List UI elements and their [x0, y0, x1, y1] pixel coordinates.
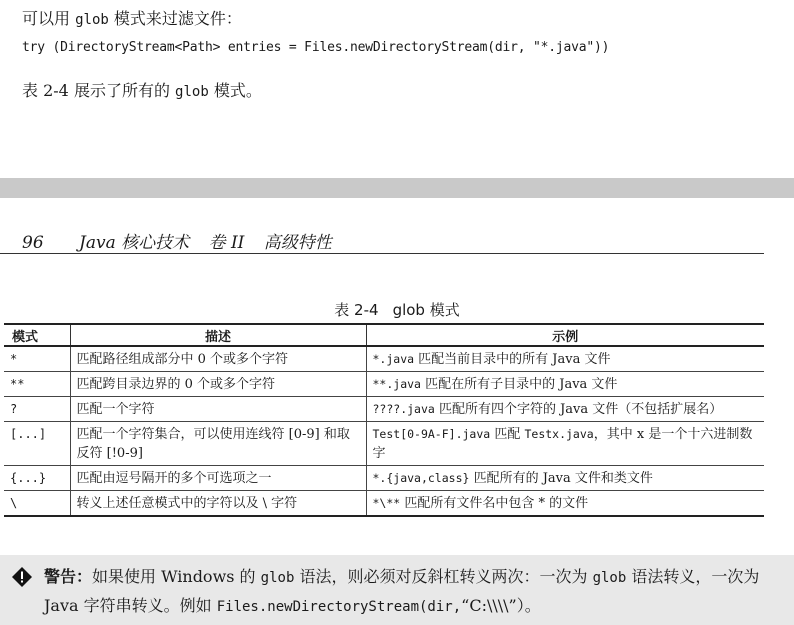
example-text: 匹配所有的 Java 文件和类文件: [469, 471, 653, 486]
description-cell: 匹配跨目录边界的 0 个或多个字符: [70, 372, 366, 397]
warning-text: [44, 563, 764, 621]
example-cell: [366, 372, 764, 397]
table-caption-title: glob 模式: [392, 301, 460, 319]
table-row: [4, 346, 764, 372]
table-ref-before: 表 2-4 展示了所有的: [22, 81, 176, 100]
table-row: [4, 466, 764, 491]
example-text: 匹配在所有子目录中的 Java 文件: [420, 377, 618, 392]
warning-text-3: 语法转义，一次为 Java 字符串转义。例如: [44, 567, 760, 615]
example-cell: [366, 466, 764, 491]
warning-label: 警告：: [44, 567, 93, 586]
table-ref-code: glob: [175, 84, 209, 100]
header-rule: [0, 253, 764, 254]
table-row: [4, 422, 764, 466]
table-caption-number: 表 2-4: [334, 301, 379, 319]
example-code: ????.java: [372, 402, 435, 416]
intro-text-after: 模式来过滤文件：: [108, 9, 242, 28]
example-code: *.{java,class}: [372, 471, 470, 485]
pattern-cell: ?: [4, 397, 70, 422]
header-example: 示例: [366, 324, 764, 346]
warning-code-2: glob: [592, 570, 627, 586]
warning-text-2: 语法，则必须对反斜杠转义两次：一次为: [294, 567, 593, 586]
warning-code-1: glob: [260, 570, 295, 586]
volume-label: 卷 II: [208, 233, 245, 253]
pattern-cell: [...]: [4, 422, 70, 466]
warning-diamond-icon: [12, 567, 32, 587]
example-text: 匹配所有四个字符的 Java 文件（不包括扩展名）: [434, 402, 723, 417]
example-code: *\**: [372, 496, 401, 510]
description-cell: 匹配一个字符: [70, 397, 366, 422]
table-row: [4, 372, 764, 397]
table-reference-line: [22, 78, 262, 101]
table-ref-after: 模式。: [208, 81, 262, 100]
warning-text-1: 如果使用 Windows 的: [92, 567, 261, 586]
description-cell: 匹配一个字符集合，可以使用连线符 [0-9] 和取反符 [!0-9]: [70, 422, 366, 466]
pattern-cell: {...}: [4, 466, 70, 491]
warning-code-3: Files.newDirectoryStream(dir,: [216, 599, 462, 615]
page-header: [22, 228, 332, 253]
table-row: [4, 491, 764, 517]
volume-title: 高级特性: [263, 233, 332, 253]
table-row: [4, 397, 764, 422]
glob-pattern-table: [4, 323, 764, 517]
example-code-2: Testx.java: [524, 427, 594, 441]
page-break-band: [0, 178, 794, 198]
intro-line: [22, 6, 242, 29]
warning-box: [0, 555, 794, 625]
header-pattern: 模式: [4, 324, 70, 346]
table-caption: [0, 299, 794, 320]
pattern-cell: *: [4, 346, 70, 372]
description-cell: 匹配路径组成部分中 0 个或多个字符: [70, 346, 366, 372]
intro-code-word: glob: [75, 12, 109, 28]
example-text: 匹配: [490, 427, 525, 442]
intro-text-before: 可以用: [22, 9, 76, 28]
example-cell: [366, 397, 764, 422]
example-more: ，其中 x 是一个十六进制数字: [372, 427, 753, 461]
pattern-cell: \: [4, 491, 70, 517]
example-text: 匹配当前目录中的所有 Java 文件: [414, 352, 611, 367]
example-code: **.java: [372, 377, 421, 391]
example-code: Test[0-9A-F].java: [372, 427, 491, 441]
description-cell: 转义上述任意模式中的字符以及 \ 字符: [70, 491, 366, 517]
header-description: 描述: [70, 324, 366, 346]
example-code: *.java: [372, 352, 415, 366]
example-text: 匹配所有文件名中包含 * 的文件: [400, 496, 589, 511]
page-number: 96: [22, 233, 44, 253]
table-header-row: [4, 324, 764, 346]
example-cell: [366, 491, 764, 517]
book-title: Java 核心技术: [79, 233, 190, 253]
warning-text-4: “C:\\\\”）。: [461, 596, 541, 615]
code-example: try (DirectoryStream<Path> entries = Files.newDirectoryStream(dir, "*.java")): [22, 40, 610, 55]
description-cell: 匹配由逗号隔开的多个可选项之一: [70, 466, 366, 491]
example-cell: [366, 346, 764, 372]
pattern-cell: **: [4, 372, 70, 397]
example-cell: [366, 422, 764, 466]
